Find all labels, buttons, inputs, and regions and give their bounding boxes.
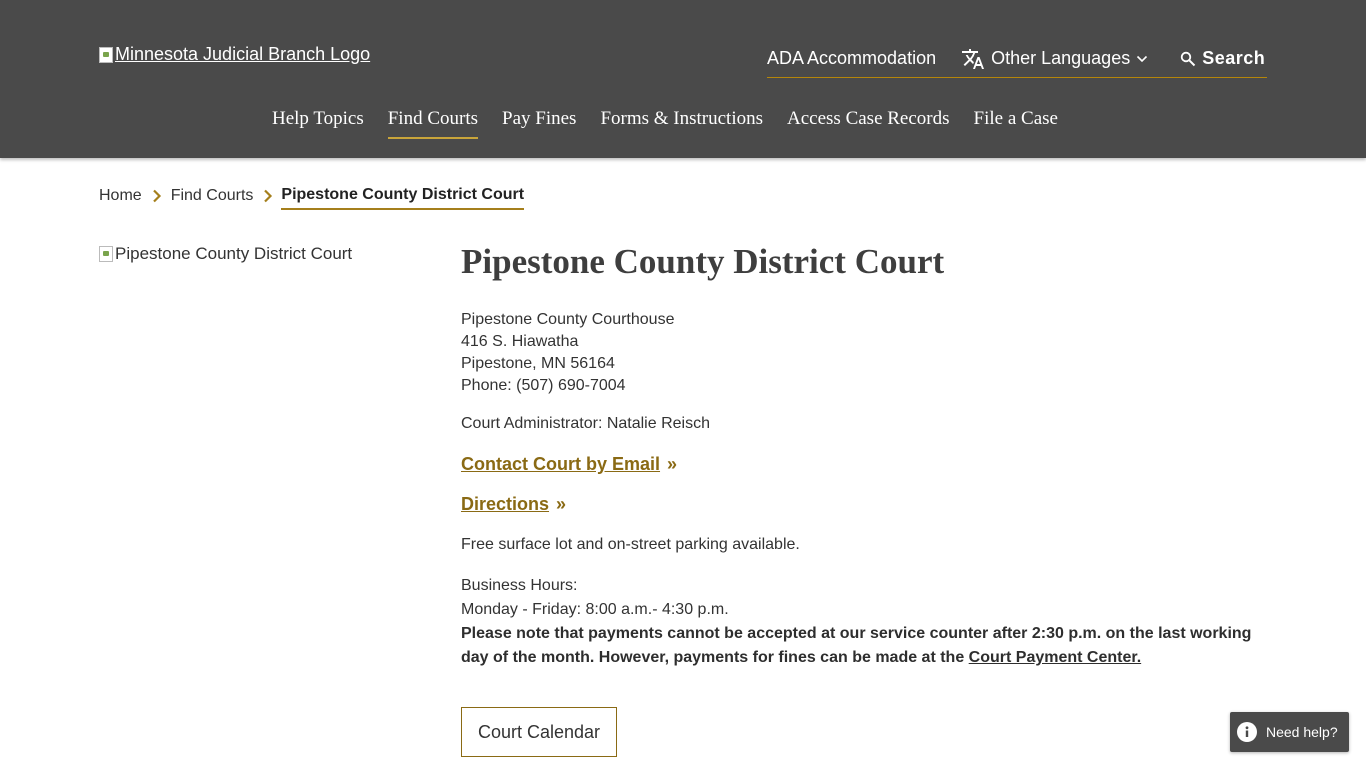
- court-details: [461, 240, 1261, 757]
- address-line: Pipestone County Courthouse: [461, 311, 675, 328]
- payment-note-text: Please note that payments cannot be accepted at our service counter after 2:30 p.m. on the last working day of the month. However, payments for fines can be made at the: [461, 625, 1252, 666]
- court-administrator: Court Administrator: Natalie Reisch: [461, 415, 710, 432]
- court-image: [99, 244, 352, 264]
- nav-find-courts[interactable]: Find Courts: [388, 108, 478, 139]
- other-languages-label: Other Languages: [991, 48, 1131, 68]
- hours-label: Business Hours:: [461, 577, 578, 594]
- court-calendar-button[interactable]: Court Calendar: [461, 707, 617, 757]
- address-line: 416 S. Hiawatha: [461, 333, 579, 350]
- hours-value: Monday - Friday: 8:00 a.m.- 4:30 p.m.: [461, 601, 729, 618]
- site-logo-link[interactable]: [99, 44, 370, 65]
- contact-email-row: [461, 454, 1261, 475]
- search-label: Search: [1202, 48, 1266, 68]
- chevron-right-icon: [152, 189, 162, 203]
- phone-line: Phone: (507) 690-7004: [461, 377, 626, 394]
- payment-note: [461, 622, 1261, 670]
- translate-icon: [961, 47, 985, 71]
- nav-help-topics[interactable]: Help Topics: [272, 108, 364, 129]
- nav-file-a-case[interactable]: File a Case: [973, 108, 1058, 129]
- breadcrumb-current: Pipestone County District Court: [281, 186, 524, 210]
- main-nav: [272, 108, 1058, 139]
- search-icon: [1180, 51, 1196, 67]
- utility-nav: [767, 40, 1267, 78]
- info-icon: [1237, 722, 1257, 742]
- chevron-down-icon: [1136, 53, 1148, 65]
- court-image-alt: Pipestone County District Court: [115, 244, 353, 263]
- business-hours: [461, 574, 1261, 670]
- search-button[interactable]: [1180, 48, 1265, 69]
- nav-forms-instructions[interactable]: Forms & Instructions: [600, 108, 764, 129]
- ada-accommodation-link[interactable]: ADA Accommodation: [767, 48, 937, 68]
- directions-link[interactable]: Directions: [461, 494, 550, 514]
- parking-info: Free surface lot and on-street parking available.: [461, 536, 800, 553]
- directions-row: [461, 494, 1261, 515]
- image-placeholder-icon: [99, 246, 113, 262]
- page-title: Pipestone County District Court: [461, 242, 945, 281]
- breadcrumb-home[interactable]: Home: [99, 187, 142, 204]
- site-header: [0, 0, 1366, 158]
- link-arrow: »: [667, 454, 678, 474]
- breadcrumb: [99, 184, 524, 208]
- address-line: Pipestone, MN 56164: [461, 355, 615, 372]
- nav-pay-fines[interactable]: Pay Fines: [502, 108, 577, 129]
- court-payment-center-link[interactable]: Court Payment Center.: [968, 649, 1142, 666]
- need-help-widget[interactable]: [1230, 712, 1349, 752]
- nav-access-case-records[interactable]: Access Case Records: [787, 108, 950, 129]
- need-help-label: Need help?: [1266, 724, 1338, 740]
- contact-court-email-link[interactable]: Contact Court by Email: [461, 454, 661, 474]
- court-address: [461, 309, 1261, 397]
- link-arrow: »: [556, 494, 567, 514]
- logo-alt-text: Minnesota Judicial Branch Logo: [115, 44, 371, 64]
- breadcrumb-find-courts[interactable]: Find Courts: [170, 187, 254, 204]
- chevron-right-icon: [263, 189, 273, 203]
- other-languages-dropdown[interactable]: [961, 47, 1148, 71]
- logo-image-icon: [99, 47, 113, 63]
